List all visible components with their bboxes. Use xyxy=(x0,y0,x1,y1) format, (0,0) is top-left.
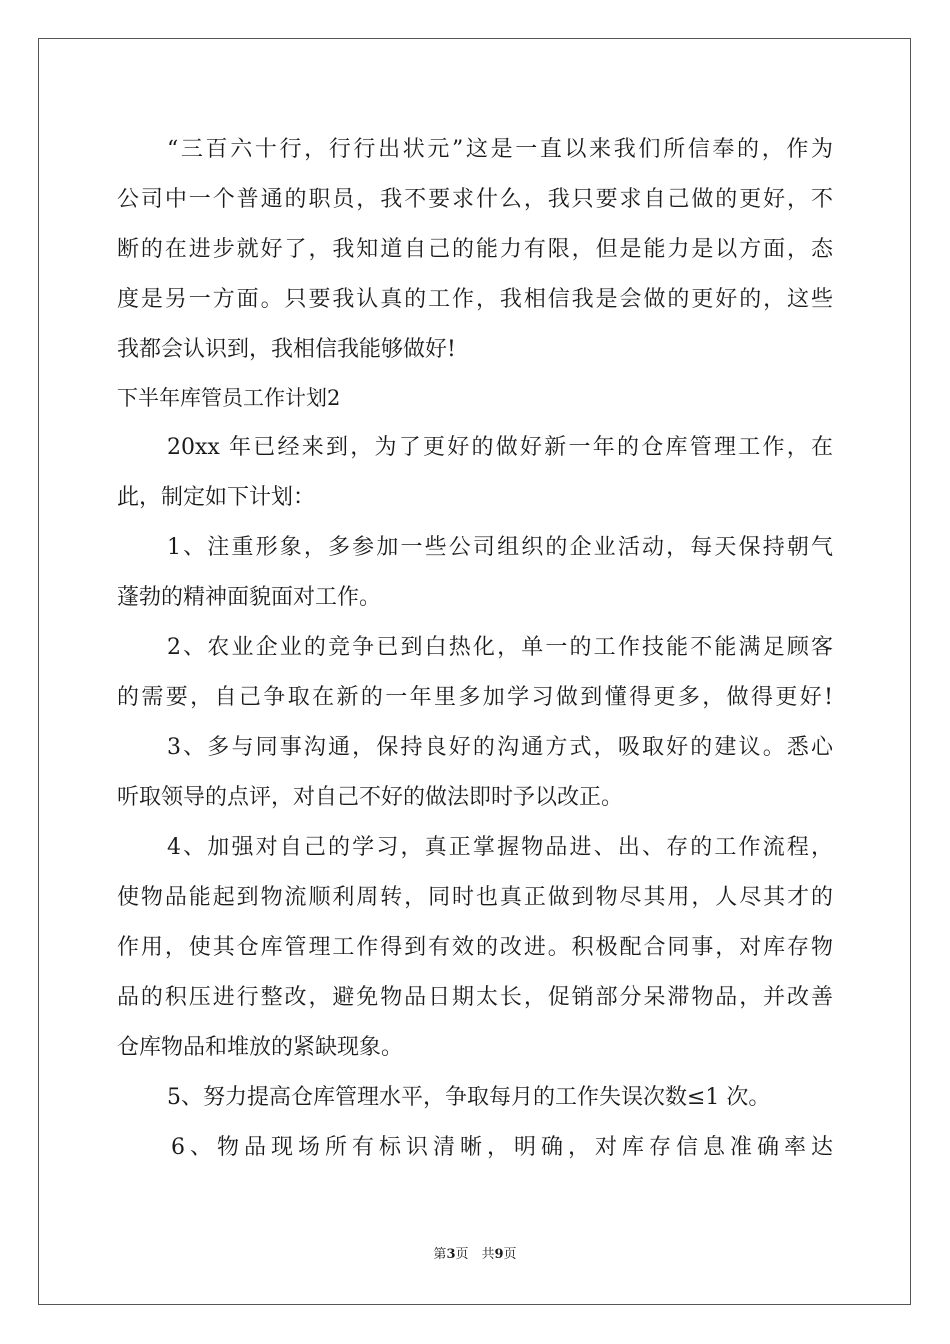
para1-line-5: 我都会认识到，我相信我能够做好! xyxy=(117,337,456,362)
para1-line-4: 度是另一方面。只要我认真的工作，我相信我是会做的更好的，这些 xyxy=(117,287,833,312)
item3-line-1: 3、多与同事沟通，保持良好的沟通方式，吸取好的建议。悉心 xyxy=(167,735,833,760)
intro-line-1: 20xx 年已经来到，为了更好的做好新一年的仓库管理工作，在 xyxy=(167,435,833,460)
page-footer xyxy=(0,1246,950,1264)
item1-line-2: 蓬勃的精神面貌面对工作。 xyxy=(117,585,382,610)
footer-total-pages: 9 xyxy=(494,1247,504,1262)
item3-line-2: 听取领导的点评，对自己不好的做法即时予以改正。 xyxy=(117,785,624,810)
section-heading: 下半年库管员工作计划2 xyxy=(117,386,341,410)
footer-page-number: 3 xyxy=(446,1247,456,1262)
footer-prefix: 第 xyxy=(433,1247,447,1262)
footer-mid: 页 共 xyxy=(455,1247,495,1262)
item6-line-1: 6、物品现场所有标识清晰，明确，对库存信息准确率达 xyxy=(171,1135,833,1160)
item4-line-4: 品的积压进行整改，避免物品日期太长，促销部分呆滞物品，并改善 xyxy=(117,985,833,1010)
footer-suffix: 页 xyxy=(503,1247,517,1262)
para1-line-1: “三百六十行，行行出状元”这是一直以来我们所信奉的，作为 xyxy=(167,137,833,162)
item4-line-5: 仓库物品和堆放的紧缺现象。 xyxy=(117,1035,404,1060)
item2-line-1: 2、农业企业的竞争已到白热化，单一的工作技能不能满足顾客 xyxy=(167,635,833,660)
page-border xyxy=(38,38,911,1305)
para1-line-3: 断的在进步就好了，我知道自己的能力有限，但是能力是以方面，态 xyxy=(117,237,833,262)
item5-line-1: 5、努力提高仓库管理水平，争取每月的工作失误次数≤1 次。 xyxy=(167,1085,771,1110)
para1-line-2: 公司中一个普通的职员，我不要求什么，我只要求自己做的更好，不 xyxy=(117,187,833,212)
intro-line-2: 此，制定如下计划： xyxy=(117,485,316,510)
item4-line-1: 4、加强对自己的学习，真正掌握物品进、出、存的工作流程， xyxy=(167,835,833,860)
item2-line-2: 的需要，自己争取在新的一年里多加学习做到懂得更多，做得更好! xyxy=(117,685,833,710)
item4-line-3: 作用，使其仓库管理工作得到有效的改进。积极配合同事，对库存物 xyxy=(117,935,833,960)
item1-line-1: 1、注重形象，多参加一些公司组织的企业活动，每天保持朝气 xyxy=(167,535,833,560)
item4-line-2: 使物品能起到物流顺利周转，同时也真正做到物尽其用，人尽其才的 xyxy=(117,885,833,910)
